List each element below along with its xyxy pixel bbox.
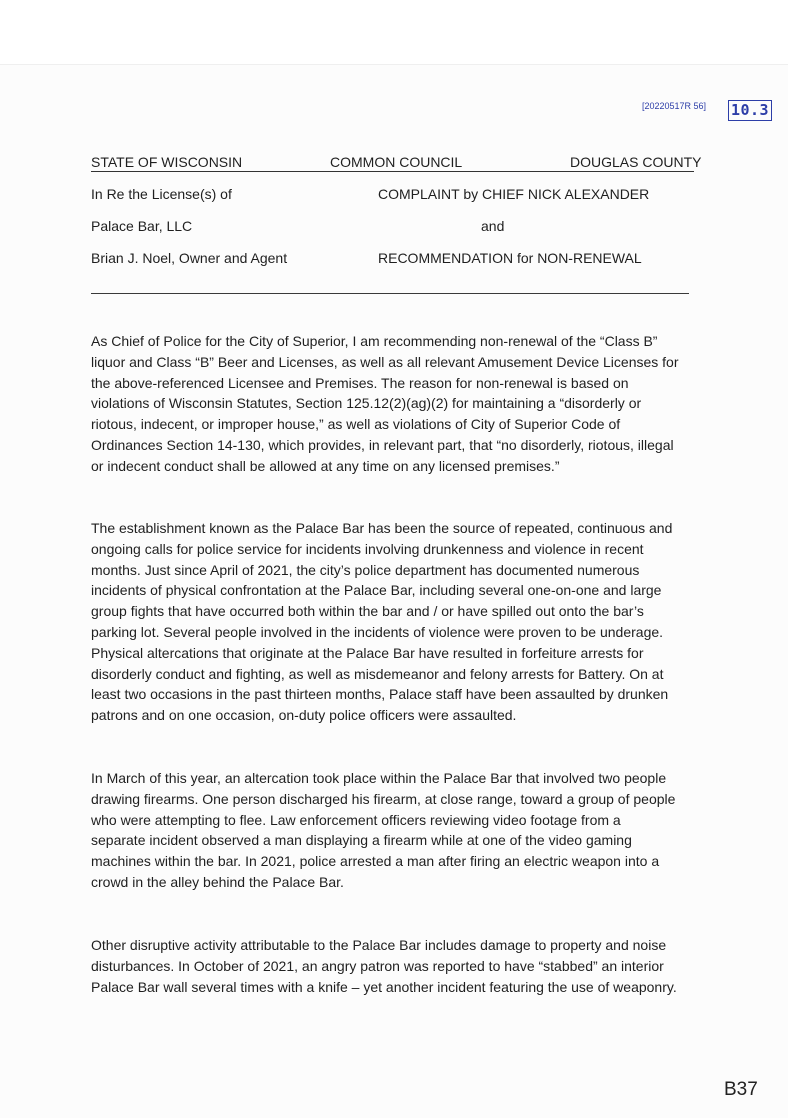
- header-county: DOUGLAS COUNTY: [570, 154, 702, 170]
- document-id: [20220517R 56]: [642, 101, 707, 111]
- paragraph-incidents: [91, 518, 716, 726]
- text-line: group fights that have occurred both within the bar and / or have spilled out onto the bar’s: [91, 603, 644, 620]
- header-divider: [91, 293, 689, 294]
- paragraph-recommendation: [91, 331, 716, 477]
- text-line: liquor and Class “B” Beer and Licenses, as well as all relevant Amusement Device Licenses for: [91, 353, 679, 370]
- viewer-top-band: [0, 0, 788, 65]
- text-line: patrons and on one occasion, on-duty police officers were assaulted.: [91, 707, 517, 724]
- text-line: or indecent conduct shall be allowed at any time on any licensed premises.”: [91, 457, 560, 474]
- text-line: In March of this year, an altercation took place within the Palace Bar that involved two people: [91, 770, 667, 786]
- header-owner: Brian J. Noel, Owner and Agent: [91, 250, 288, 266]
- text-line: the above-referenced Licensee and Premises. The reason for non-renewal is based on: [91, 374, 629, 391]
- header-council: COMMON COUNCIL: [330, 154, 463, 170]
- text-line: violations of Wisconsin Statutes, Section 125.12(2)(ag)(2) for maintaining a “disorderly or: [91, 395, 642, 412]
- text-line: machines within the bar. In 2021, police arrested a man after firing an electric weapon into a: [91, 853, 660, 870]
- header-conjunction: and: [481, 218, 505, 234]
- page-label: B37: [724, 1079, 758, 1100]
- text-line: who were attempting to flee. Law enforcement officers reviewing video footage from a: [91, 811, 621, 828]
- text-line: ongoing calls for police service for incidents involving drunkenness and violence in recent: [91, 540, 644, 557]
- text-line: Ordinances Section 14-130, which provides, in relevant part, that “no disorderly, riotous, illegal: [91, 436, 674, 453]
- paragraph-firearms: [91, 768, 716, 893]
- header-license-line: In Re the License(s) of: [91, 186, 232, 202]
- header-complaint: COMPLAINT by CHIEF NICK ALEXANDER: [378, 186, 650, 202]
- text-line: Physical altercations that originate at the Palace Bar have resulted in forfeiture arrests for: [91, 644, 644, 661]
- text-line: months. Just since April of 2021, the city’s police department has documented numerous: [91, 561, 640, 578]
- text-line: Palace Bar wall several times with a knife – yet another incident featuring the use of weaponry.: [91, 978, 677, 995]
- text-line: The establishment known as the Palace Bar has been the source of repeated, continuous and: [91, 520, 673, 536]
- text-line: disorderly conduct and fighting, as well as misdemeanor and felony arrests for Battery. On at: [91, 665, 664, 682]
- agenda-item-number: 10.3: [728, 100, 772, 121]
- header-recommendation: RECOMMENDATION for NON-RENEWAL: [378, 250, 642, 266]
- text-line: incidents of physical confrontation at the Palace Bar, including several one-on-one and large: [91, 582, 662, 599]
- header-licensee: Palace Bar, LLC: [91, 218, 193, 234]
- text-line: crowd in the alley behind the Palace Bar.: [91, 873, 344, 890]
- text-line: As Chief of Police for the City of Superior, I am recommending non-renewal of the “Class B”: [91, 333, 658, 349]
- text-line: riotous, indecent, or improper house,” as well as violations of City of Superior Code of: [91, 416, 621, 433]
- header-state: STATE OF WISCONSIN: [91, 154, 243, 170]
- text-line: least two occasions in the past thirteen months, Palace staff have been assaulted by drunken: [91, 686, 669, 703]
- header-underline: [91, 171, 694, 172]
- paragraph-disruptive-activity: [91, 935, 716, 997]
- text-line: drawing firearms. One person discharged his firearm, at close range, toward a group of people: [91, 790, 676, 807]
- text-line: disturbances. In October of 2021, an angry patron was reported to have “stabbed” an interior: [91, 957, 664, 974]
- text-line: separate incident observed a man displaying a firearm while at one of the video gaming: [91, 832, 632, 849]
- text-line: Other disruptive activity attributable to the Palace Bar includes damage to property and noise: [91, 937, 667, 953]
- text-line: parking lot. Several people involved in the incidents of violence were proven to be underage.: [91, 623, 664, 640]
